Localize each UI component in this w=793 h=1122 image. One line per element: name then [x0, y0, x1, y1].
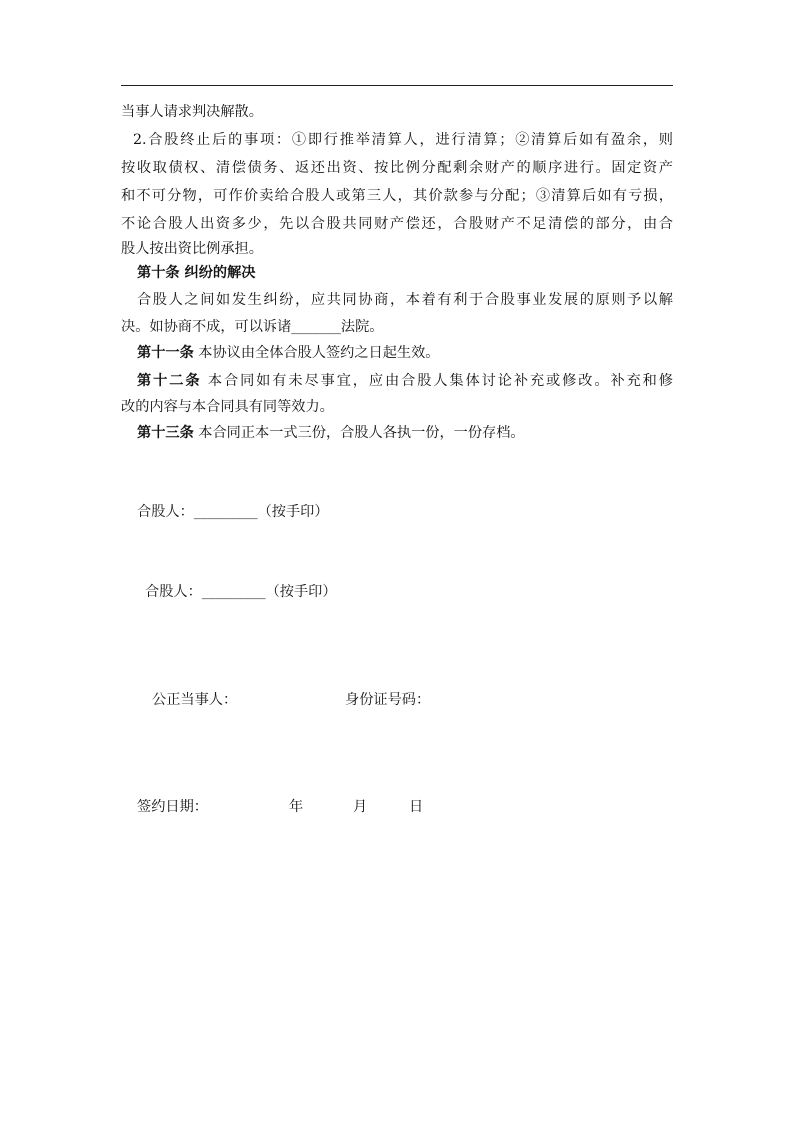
item2-line-2: 按收取债权、清偿债务、返还出资、按比例分配剩余财产的顺序进行。固定资产 — [121, 160, 673, 176]
partner2-signature-line: 合股人：_________（按手印） — [145, 584, 337, 600]
article13-heading: 第十三条 — [137, 425, 194, 441]
date-year: 年 — [289, 799, 304, 815]
article10-heading: 第十条 纠纷的解决 — [137, 265, 256, 281]
notary-label: 公正当事人： — [152, 692, 238, 708]
date-day: 日 — [409, 799, 424, 815]
item2-line-4: 不论合股人出资多少，先以合股共同财产偿还，合股财产不足清偿的部分，由合 — [121, 216, 673, 232]
article13-text: 本合同正本一式三份，合股人各执一份，一份存档。 — [198, 425, 525, 441]
article11 — [137, 343, 673, 363]
partner1-signature-line: 合股人：_________（按手印） — [137, 504, 329, 520]
article12-text-1: 本合同如有未尽事宜，应由合股人集体讨论补充或修改。补充和修 — [207, 373, 673, 389]
item2-line-3: 和不可分物，可作价卖给合股人或第三人，其价款参与分配；③清算后如有亏损， — [121, 188, 673, 204]
article10-line-2: 决。如协商不成，可以诉诸_______法院。 — [121, 319, 384, 335]
item2-line-1: 2.合股终止后的事项：①即行推举清算人，进行清算；②清算后如有盈余，则 — [133, 132, 673, 148]
date-month: 月 — [353, 799, 368, 815]
article10-line-1: 合股人之间如发生纠纷，应共同协商，本着有利于合股事业发展的原则予以解 — [137, 292, 673, 308]
article12-line-1 — [137, 371, 673, 391]
header-rule — [121, 85, 673, 86]
article12-line-2: 改的内容与本合同具有同等效力。 — [121, 399, 334, 415]
id-number-label: 身份证号码： — [345, 692, 431, 708]
signing-date-label: 签约日期： — [137, 799, 208, 815]
dissolution-line: 当事人请求判决解散。 — [121, 104, 263, 120]
item2-line-5: 股人按出资比例承担。 — [121, 241, 263, 257]
article13 — [137, 423, 673, 443]
article11-text: 本协议由全体合股人签约之日起生效。 — [198, 345, 440, 361]
article12-heading: 第十二条 — [137, 373, 202, 389]
article11-heading: 第十一条 — [137, 345, 194, 361]
